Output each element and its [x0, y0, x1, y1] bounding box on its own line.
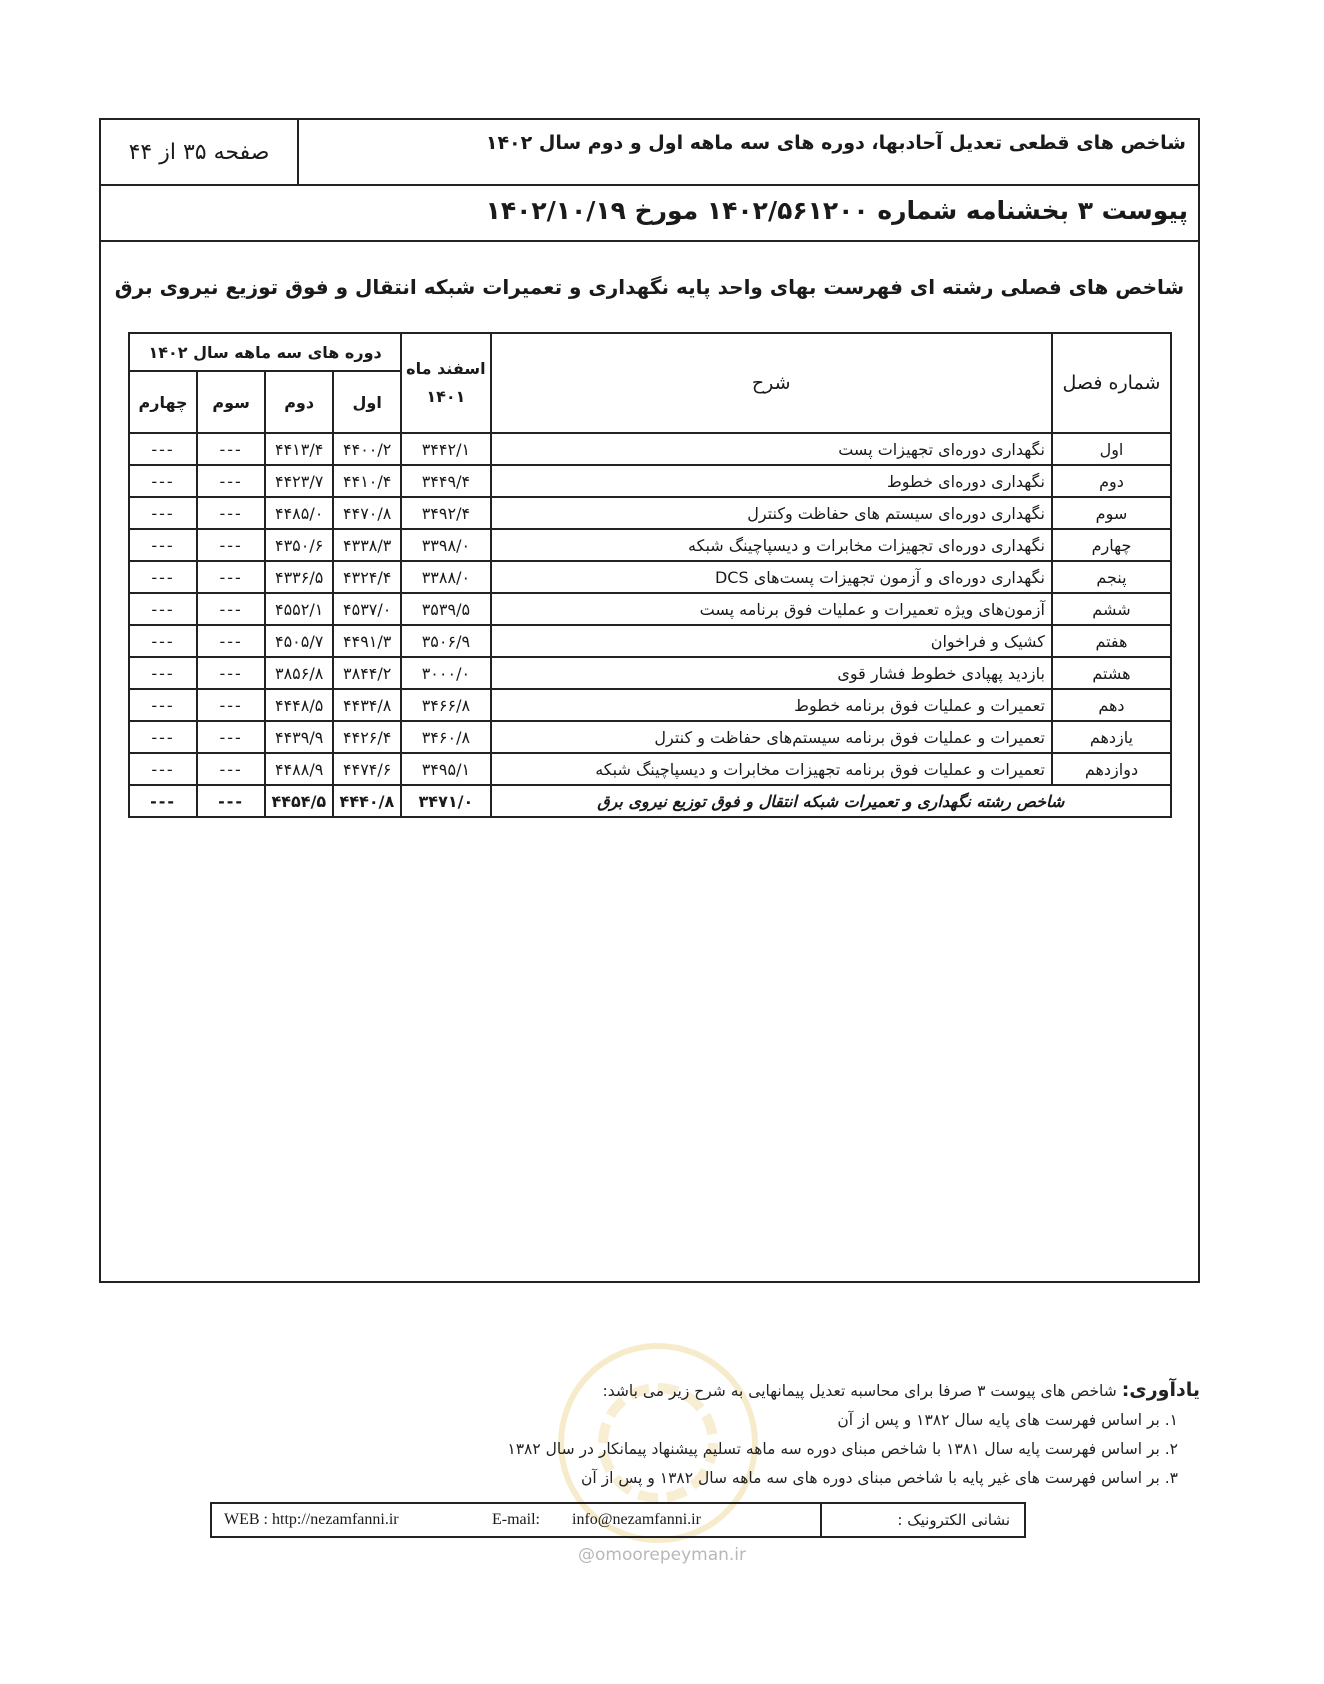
table-row [129, 529, 1171, 561]
base-value-cell: ۳۴۶۶/۸ [401, 689, 490, 721]
q2-value-cell: ۴۴۳۹/۹ [265, 721, 333, 753]
base-value-cell: ۳۳۸۸/۰ [401, 561, 490, 593]
description-cell: کشیک و فراخوان [491, 625, 1052, 657]
section-cell: ششم [1052, 593, 1171, 625]
q1-value-cell: ۴۴۷۴/۶ [333, 753, 401, 785]
description-cell: آزمون‌های ویژه تعمیرات و عملیات فوق برنامه پست [491, 593, 1052, 625]
total-q3-cell: --- [197, 785, 265, 817]
description-cell: بازدید پهپادی خطوط فشار قوی [491, 657, 1052, 689]
q1-value-cell: ۴۴۱۰/۴ [333, 465, 401, 497]
q3-value-cell: --- [197, 657, 265, 689]
table-row [129, 465, 1171, 497]
base-value-cell: ۳۴۹۵/۱ [401, 753, 490, 785]
q3-value-cell: --- [197, 529, 265, 561]
footer-contact [210, 1502, 1026, 1538]
section-cell: دوم [1052, 465, 1171, 497]
total-base-cell: ۳۴۷۱/۰ [401, 785, 490, 817]
header-row [101, 120, 1198, 186]
base-value-cell: ۳۵۰۶/۹ [401, 625, 490, 657]
base-value-cell: ۳۳۹۸/۰ [401, 529, 490, 561]
q3-value-cell: --- [197, 689, 265, 721]
base-value-cell: ۳۴۶۰/۸ [401, 721, 490, 753]
header-quarter-group: دوره های سه ماهه سال ۱۴۰۲ [129, 333, 401, 371]
total-q1-cell: ۴۴۴۰/۸ [333, 785, 401, 817]
note-item: ۳. بر اساس فهرست های غیر پایه با شاخص مبنای دوره های سه ماهه سال ۱۳۸۲ و پس از آن [581, 1469, 1178, 1487]
annex-title: پیوست ۳ بخشنامه شماره ۱۴۰۲/۵۶۱۲۰۰ مورخ ۱۴۰۲/۱۰/۱۹ [485, 196, 1188, 225]
base-value-cell: ۳۰۰۰/۰ [401, 657, 490, 689]
q1-value-cell: ۴۳۳۸/۳ [333, 529, 401, 561]
footer-email-label: E-mail: [492, 1511, 540, 1528]
q3-value-cell: --- [197, 433, 265, 465]
q1-value-cell: ۴۴۲۶/۴ [333, 721, 401, 753]
footer-email-link[interactable]: info@nezamfanni.ir [572, 1511, 701, 1528]
q1-value-cell: ۴۴۳۴/۸ [333, 689, 401, 721]
q2-value-cell: ۴۵۰۵/۷ [265, 625, 333, 657]
base-value-cell: ۳۴۴۲/۱ [401, 433, 490, 465]
q3-value-cell: --- [197, 593, 265, 625]
section-cell: پنجم [1052, 561, 1171, 593]
header-base: اسفند ماه ۱۴۰۱ [401, 333, 490, 433]
section-cell: سوم [1052, 497, 1171, 529]
q4-value-cell: --- [129, 497, 197, 529]
total-description-cell: شاخص رشته نگهداری و تعمیرات شبکه انتقال و فوق توزیع نیروی برق [491, 785, 1171, 817]
header-q4: چهارم [129, 371, 197, 433]
watermark-site: @omoorepeyman.ir [577, 1545, 747, 1565]
header-q1: اول [333, 371, 401, 433]
total-row [129, 785, 1171, 817]
table-row [129, 593, 1171, 625]
base-value-cell: ۳۵۳۹/۵ [401, 593, 490, 625]
q1-value-cell: ۴۵۳۷/۰ [333, 593, 401, 625]
header-q3: سوم [197, 371, 265, 433]
q2-value-cell: ۴۴۱۳/۴ [265, 433, 333, 465]
section-cell: یازدهم [1052, 721, 1171, 753]
description-cell: نگهداری دوره‌ای خطوط [491, 465, 1052, 497]
footer-web-link[interactable]: WEB : http://nezamfanni.ir [224, 1511, 399, 1528]
note-label: یادآوری: [1121, 1379, 1200, 1401]
q4-value-cell: --- [129, 721, 197, 753]
header-title: شاخص های قطعی تعدیل آحادبها، دوره های سه ماهه اول و دوم سال ۱۴۰۲ [485, 132, 1186, 154]
description-cell: تعمیرات و عملیات فوق برنامه تجهیزات مخابرات و دیسپاچینگ شبکه [491, 753, 1052, 785]
header-section: شماره فصل [1052, 333, 1171, 433]
q1-value-cell: ۴۳۲۴/۴ [333, 561, 401, 593]
document-frame [99, 118, 1200, 1283]
q4-value-cell: --- [129, 625, 197, 657]
description-cell: تعمیرات و عملیات فوق برنامه خطوط [491, 689, 1052, 721]
q4-value-cell: --- [129, 593, 197, 625]
q3-value-cell: --- [197, 625, 265, 657]
q2-value-cell: ۴۵۵۲/۱ [265, 593, 333, 625]
q3-value-cell: --- [197, 561, 265, 593]
q1-value-cell: ۳۸۴۴/۲ [333, 657, 401, 689]
q1-value-cell: ۴۴۰۰/۲ [333, 433, 401, 465]
section-cell: هفتم [1052, 625, 1171, 657]
q2-value-cell: ۴۳۵۰/۶ [265, 529, 333, 561]
table-body [129, 433, 1171, 817]
q1-value-cell: ۴۴۹۱/۳ [333, 625, 401, 657]
table-row [129, 689, 1171, 721]
annex-row [101, 186, 1198, 242]
base-value-cell: ۳۴۹۲/۴ [401, 497, 490, 529]
q4-value-cell: --- [129, 657, 197, 689]
description-cell: نگهداری دوره‌ای سیستم های حفاظت وکنترل [491, 497, 1052, 529]
q4-value-cell: --- [129, 753, 197, 785]
q2-value-cell: ۳۸۵۶/۸ [265, 657, 333, 689]
table-row [129, 625, 1171, 657]
q4-value-cell: --- [129, 561, 197, 593]
description-cell: نگهداری دوره‌ای تجهیزات پست [491, 433, 1052, 465]
q1-value-cell: ۴۴۷۰/۸ [333, 497, 401, 529]
index-table [128, 332, 1172, 818]
q2-value-cell: ۴۴۸۵/۰ [265, 497, 333, 529]
q3-value-cell: --- [197, 753, 265, 785]
note-intro: شاخص های پیوست ۳ صرفا برای محاسبه تعدیل پیمانهایی به شرح زیر می باشد: [602, 1382, 1117, 1400]
header-q2: دوم [265, 371, 333, 433]
description-cell: تعمیرات و عملیات فوق برنامه سیستم‌های حفاظت و کنترل [491, 721, 1052, 753]
table-row [129, 721, 1171, 753]
q3-value-cell: --- [197, 497, 265, 529]
reminder-note [440, 1376, 1200, 1493]
table-subtitle: شاخص های فصلی رشته ای فهرست بهای واحد پایه نگهداری و تعمیرات شبکه انتقال و فوق توزیع نیروی برق [114, 275, 1185, 299]
note-item: ۲. بر اساس فهرست پایه سال ۱۳۸۱ با شاخص مبنای دوره سه ماهه تسلیم پیشنهاد پیمانکار در سال ۱۳۸۲ [507, 1440, 1178, 1458]
q4-value-cell: --- [129, 433, 197, 465]
total-q4-cell: --- [129, 785, 197, 817]
q4-value-cell: --- [129, 689, 197, 721]
q3-value-cell: --- [197, 465, 265, 497]
table-row [129, 433, 1171, 465]
q2-value-cell: ۴۴۴۸/۵ [265, 689, 333, 721]
q2-value-cell: ۴۴۸۸/۹ [265, 753, 333, 785]
q3-value-cell: --- [197, 721, 265, 753]
total-q2-cell: ۴۴۵۴/۵ [265, 785, 333, 817]
section-cell: دهم [1052, 689, 1171, 721]
table-row [129, 561, 1171, 593]
section-cell: چهارم [1052, 529, 1171, 561]
q2-value-cell: ۴۳۳۶/۵ [265, 561, 333, 593]
base-value-cell: ۳۴۴۹/۴ [401, 465, 490, 497]
footer-label: نشانی الکترونیک : [820, 1504, 1024, 1536]
section-cell: هشتم [1052, 657, 1171, 689]
section-cell: اول [1052, 433, 1171, 465]
header-description: شرح [491, 333, 1052, 433]
q2-value-cell: ۴۴۲۳/۷ [265, 465, 333, 497]
page-number: صفحه ۳۵ از ۴۴ [101, 120, 299, 184]
table-row [129, 753, 1171, 785]
description-cell: نگهداری دوره‌ای و آزمون تجهیزات پست‌های DCS [491, 561, 1052, 593]
section-cell: دوازدهم [1052, 753, 1171, 785]
q4-value-cell: --- [129, 465, 197, 497]
q4-value-cell: --- [129, 529, 197, 561]
note-item: ۱. بر اساس فهرست های پایه سال ۱۳۸۲ و پس از آن [837, 1411, 1178, 1429]
table-row [129, 657, 1171, 689]
table-row [129, 497, 1171, 529]
description-cell: نگهداری دوره‌ای تجهیزات مخابرات و دیسپاچینگ شبکه [491, 529, 1052, 561]
